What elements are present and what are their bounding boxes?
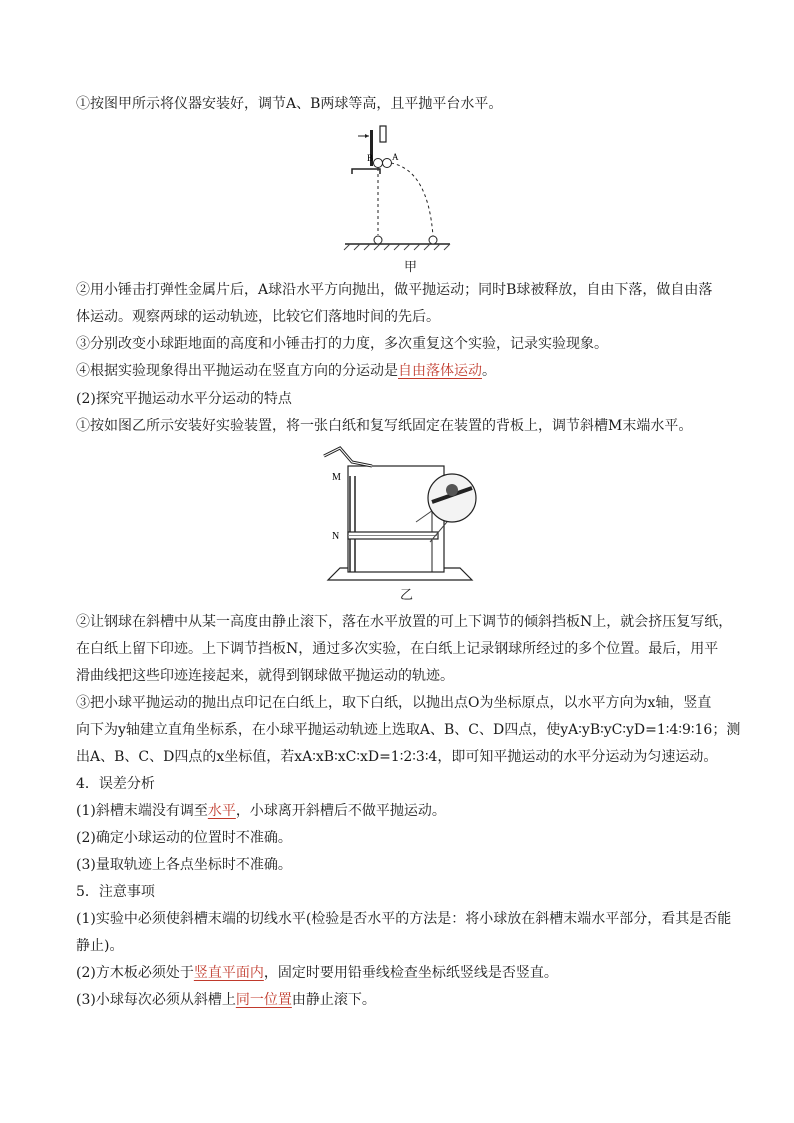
step3-yi-line2: 向下为y轴建立直角坐标系，在小球平抛运动轨迹上选取A、B、C、D四点，使yA∶yB∶yC∶yD=1∶4∶9∶16；测 [76, 722, 741, 738]
step3-yi-line3: 出A、B、C、D四点的x坐标值，若xA∶xB∶xC∶xD=1∶2∶3∶4，即可知平抛运动的水平分运动为匀速运动。 [76, 749, 718, 765]
figure-jia-caption: 甲 [404, 260, 418, 275]
label-m: M [332, 472, 341, 483]
step2-yi-line1: ②让钢球在斜槽中从某一高度由静止滚下，落在水平放置的可上下调节的倾斜挡板N上，就会挤压复写纸， [76, 614, 733, 630]
error-1-text: (1)斜槽末端没有调至 [76, 803, 208, 819]
step4-end: 。 [482, 363, 496, 379]
note-2-answer: 竖直平面内 [193, 965, 264, 981]
label-b: B [367, 153, 374, 163]
step3-yi-line1: ③把小球平抛运动的抛出点印记在白纸上，取下白纸，以抛出点O为坐标原点，以水平方向为x轴，竖直 [76, 695, 712, 711]
note-2 [76, 963, 726, 983]
figure-yi [322, 446, 484, 584]
note-3-end: 由静止滚下。 [291, 992, 376, 1008]
note-2-end: ，固定时要用铅垂线检查坐标纸竖线是否竖直。 [263, 965, 558, 981]
label-n: N [332, 531, 340, 542]
figure-yi-caption: 乙 [400, 588, 414, 603]
step4-jia [76, 361, 726, 381]
step4-text: ④根据实验现象得出平抛运动在竖直方向的分运动是 [76, 363, 398, 379]
note-3 [76, 990, 726, 1010]
step1-jia: ①按图甲所示将仪器安装好，调节A、B两球等高，且平抛平台水平。 [76, 96, 503, 112]
error-2: (2)确定小球运动的位置时不准确。 [76, 830, 292, 846]
error-1-end: ，小球离开斜槽后不做平抛运动。 [235, 803, 446, 819]
step3-jia: ③分别改变小球距地面的高度和小锤击打的力度，多次重复这个实验，记录实验现象。 [76, 336, 608, 352]
section4-heading: 4．误差分析 [76, 776, 155, 792]
note-1-line1: (1)实验中必须使斜槽末端的切线水平(检验是否水平的方法是：将小球放在斜槽末端水平部分，看其是否能 [76, 911, 732, 927]
section2-heading: (2)探究平抛运动水平分运动的特点 [76, 391, 292, 407]
note-1-line2: 静止)。 [76, 938, 124, 954]
figure-jia [340, 118, 470, 253]
error-3: (3)量取轨迹上各点坐标时不准确。 [76, 857, 292, 873]
step2-line1: ②用小锤击打弹性金属片后，A球沿水平方向抛出，做平抛运动；同时B球被释放，自由下落，做自由落 [76, 282, 713, 298]
note-2-text: (2)方木板必须处于 [76, 965, 194, 981]
step2-yi-line3: 滑曲线把这些印迹连接起来，就得到钢球做平抛运动的轨迹。 [76, 668, 454, 684]
section5-heading: 5．注意事项 [76, 884, 155, 900]
error-1 [76, 801, 726, 821]
step4-answer: 自由落体运动 [398, 363, 482, 379]
step2-line2: 体运动。观察两球的运动轨迹，比较它们落地时间的先后。 [76, 309, 440, 325]
note-3-answer: 同一位置 [235, 992, 292, 1008]
error-1-answer: 水平 [207, 803, 236, 819]
step1-yi: ①按如图乙所示安装好实验装置，将一张白纸和复写纸固定在装置的背板上，调节斜槽M末端水平。 [76, 418, 693, 434]
step2-yi-line2: 在白纸上留下印迹。上下调节挡板N，通过多次实验，在白纸上记录钢球所经过的多个位置。最后，用平 [76, 641, 719, 657]
label-a: A [392, 152, 399, 162]
note-3-text: (3)小球每次必须从斜槽上 [76, 992, 236, 1008]
